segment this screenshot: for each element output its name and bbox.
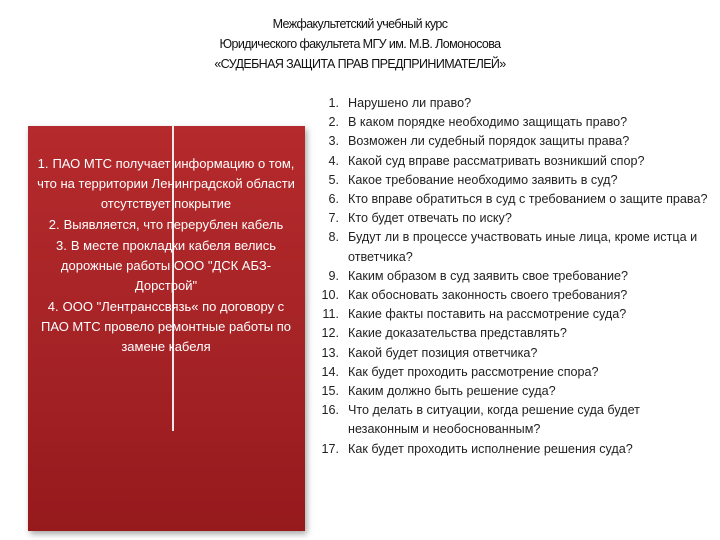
question-number: 16. [321,403,339,418]
question-number: 12. [321,326,339,341]
question-number: 7. [328,211,339,226]
question-text: Возможен ли судебный порядок защиты права? [348,134,630,149]
question-text: Каким образом в суд заявить свое требование? [348,268,629,283]
question-item [318,324,714,343]
question-number: 8. [328,230,339,245]
question-number: 14. [321,364,339,379]
question-item [318,286,714,305]
question-number: 3. [328,134,339,149]
question-number: 1. [328,96,339,110]
question-item [318,382,714,401]
case-item-text: ООО "Лентранссвязь« по договору с ПАО МТС провело ремонтные работы по замене кабеля [40,299,291,354]
question-item [318,132,714,151]
question-item [318,267,714,286]
question-text: Кто будет отвечать по иску? [348,211,512,226]
question-text: Какой будет позиция ответчика? [348,345,538,360]
question-item [318,171,714,190]
question-number: 6. [328,192,339,207]
case-item [34,215,298,235]
question-text: Как будет проходить рассмотрение спора? [348,364,599,379]
questions-list [318,94,714,459]
question-item [318,190,714,209]
question-item [318,94,714,113]
question-number: 17. [321,441,339,456]
case-item-text: В месте прокладки кабеля велись дорожные работы ООО "ДСК АБЗ-Дорстрой" [60,238,276,293]
question-text: Что делать в ситуации, когда решение суда будет незаконным и необоснованным? [348,403,640,437]
question-text: В каком порядке необходимо защищать право? [348,115,628,130]
question-number: 15. [321,384,339,399]
question-number: 2. [328,115,339,130]
question-item [318,440,714,459]
case-item [34,154,298,214]
question-number: 5. [328,172,339,187]
question-text: Будут ли в процессе участвовать иные лица, кроме истца и ответчика? [348,230,698,264]
question-text: Какое требование необходимо заявить в суд? [348,172,618,187]
case-item-text: ПАО МТС получает информацию о том, что на территории Ленинградской области отсутствует покрытие [37,156,295,211]
question-number: 4. [328,153,339,168]
case-item-text: Выявляется, что перерублен кабель [63,217,284,232]
case-item-number: 2. [48,217,60,232]
question-item [318,305,714,324]
case-item-number: 3. [56,238,67,253]
case-panel [28,126,305,531]
question-text: Как будет проходить исполнение решения суда? [348,441,633,456]
question-text: Кто вправе обратиться в суд с требованием о защите права? [348,192,708,207]
question-number: 11. [322,307,339,322]
question-item [318,228,714,266]
question-item [318,363,714,382]
question-number: 10. [321,288,339,303]
question-text: Какой суд вправе рассматривать возникший спор? [348,153,645,168]
question-text: Какие доказательства представлять? [348,326,567,341]
case-item-number: 1. [37,156,49,171]
question-item [318,401,714,439]
question-text: Нарушено ли право? [348,96,472,110]
header-course-title: Межфакультетский учебный курс [272,17,448,31]
page-header [150,14,570,74]
question-number: 13. [321,345,339,360]
question-item [318,113,714,132]
question-item [318,152,714,171]
question-text: Как обосновать законность своего требования? [348,288,628,303]
question-text: Какие факты поставить на рассмотрение суда? [348,307,627,322]
question-number: 9. [328,268,339,283]
header-course-name: «СУДЕБНАЯ ЗАЩИТА ПРАВ ПРЕДПРИНИМАТЕЛЕЙ» [214,57,506,71]
case-item-number: 4. [47,299,59,314]
case-item [34,297,298,357]
question-item [318,344,714,363]
case-item [34,236,298,296]
case-list [34,154,298,358]
header-faculty: Юридического факультета МГУ им. М.В. Ломоносова [219,37,501,51]
question-text: Каким должно быть решение суда? [348,384,556,399]
question-item [318,209,714,228]
